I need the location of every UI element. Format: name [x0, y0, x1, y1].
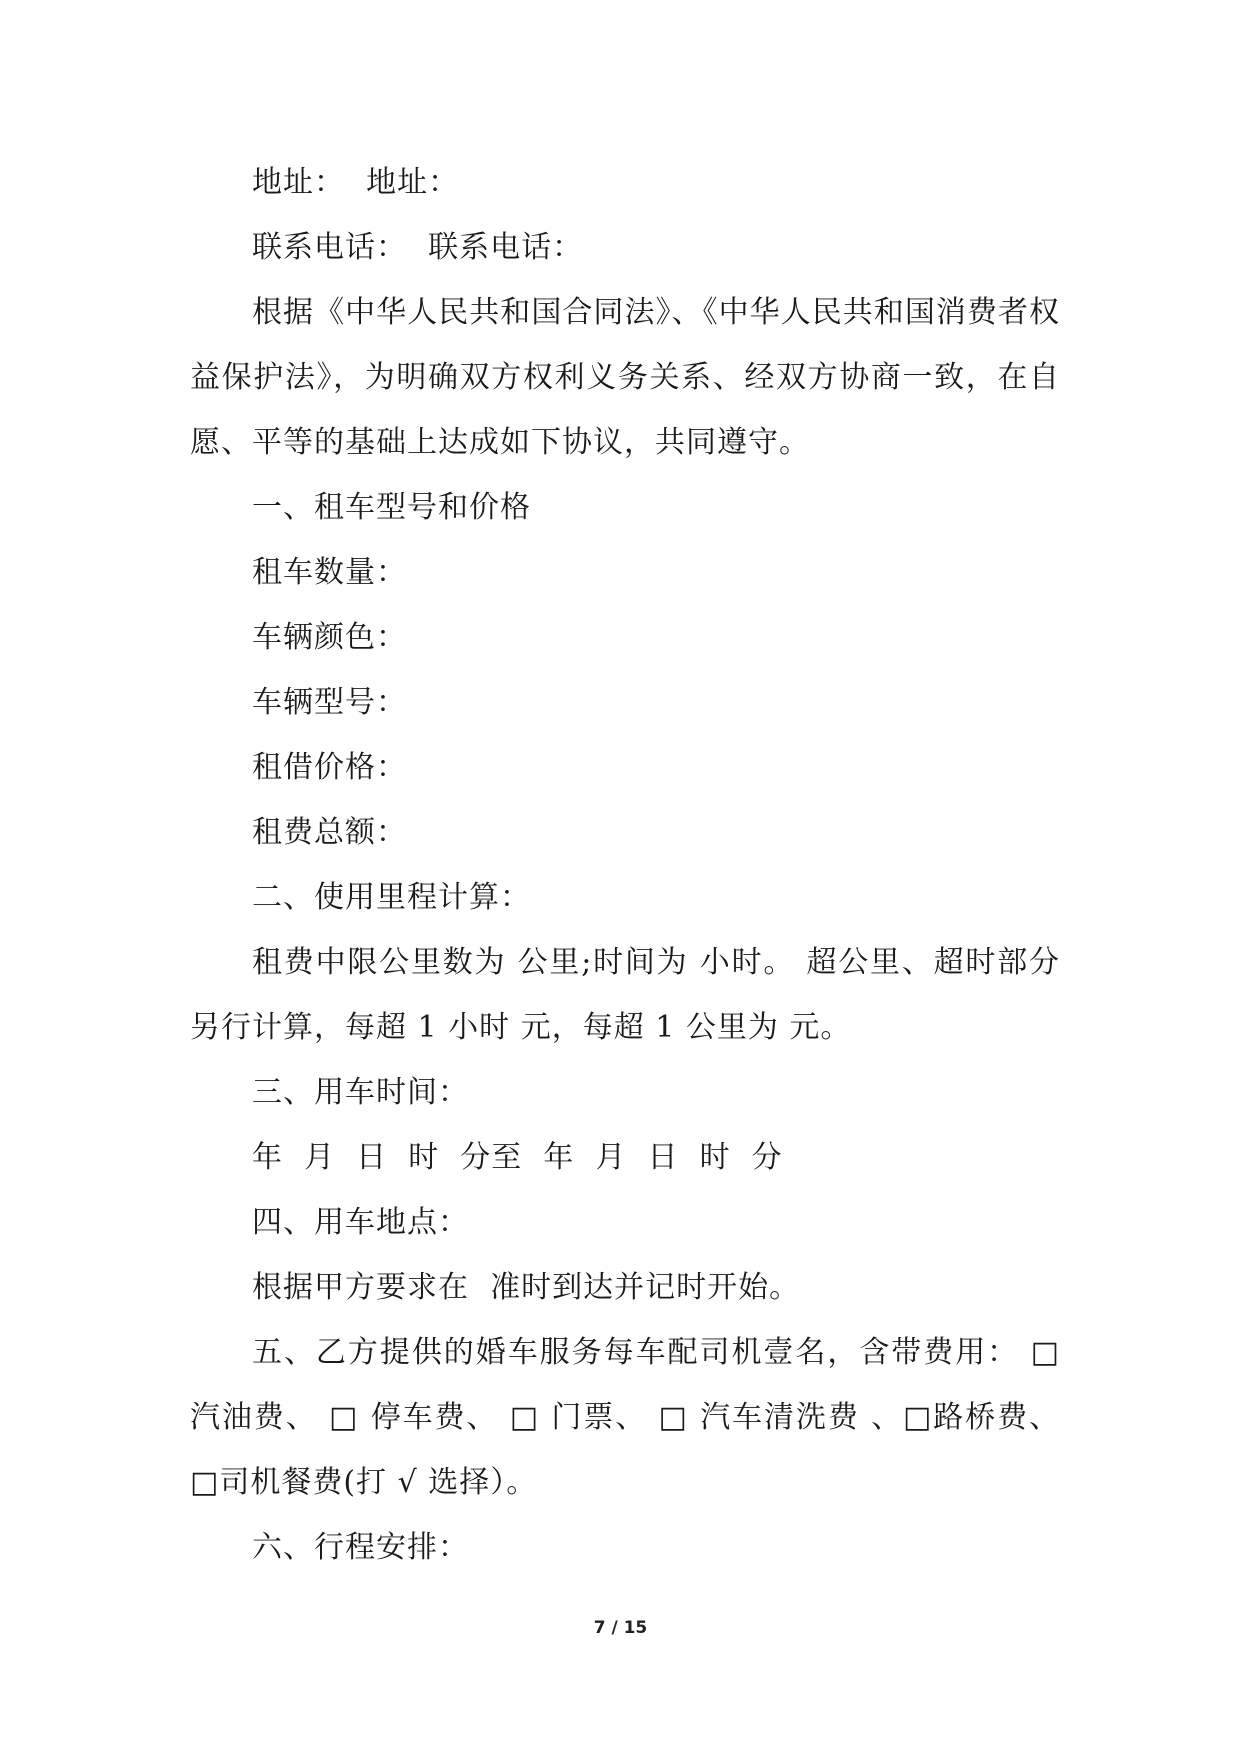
vehicle-color-line: 车辆颜色： [252, 620, 407, 655]
rental-quantity-line: 租车数量： [252, 555, 407, 590]
rental-price-line: 租借价格： [252, 750, 407, 785]
phone-line: 联系电话： 联系电话： [252, 230, 584, 265]
section-2-heading: 二、使用里程计算： [252, 880, 531, 915]
mileage-paragraph: 租费中限公里数为 公里;时间为 小时。 超公里、超时部分另行计算，每超 1 小时 元，每超 1 公里为 元。 [190, 945, 1060, 1045]
section-3-heading: 三、用车时间： [252, 1075, 469, 1110]
section-4-heading: 四、用车地点： [252, 1205, 469, 1240]
section-6-heading: 六、行程安排： [252, 1530, 469, 1565]
page-number: 7 / 15 [593, 1618, 648, 1638]
total-fee-line: 租费总额： [252, 815, 407, 850]
vehicle-model-line: 车辆型号： [252, 685, 407, 720]
document-body [190, 150, 1060, 1580]
usage-time-line: 年 月 日 时 分至 年 月 日 时 分 [252, 1140, 783, 1175]
section-5-paragraph: 五、乙方提供的婚车服务每车配司机壹名，含带费用： □汽油费、 □ 停车费、 □ 门票、 □ 汽车清洗费 、□路桥费、□司机餐费(打 √ 选择）。 [190, 1335, 1060, 1500]
preamble-paragraph: 根据《中华人民共和国合同法》、《中华人民共和国消费者权益保护法》，为明确双方权利义务关系、经双方协商一致，在自愿、平等的基础上达成如下协议，共同遵守。 [190, 295, 1060, 460]
location-line: 根据甲方要求在 准时到达并记时开始。 [252, 1270, 801, 1305]
section-1-heading: 一、租车型号和价格 [252, 490, 531, 525]
address-line: 地址： 地址： [252, 165, 460, 200]
